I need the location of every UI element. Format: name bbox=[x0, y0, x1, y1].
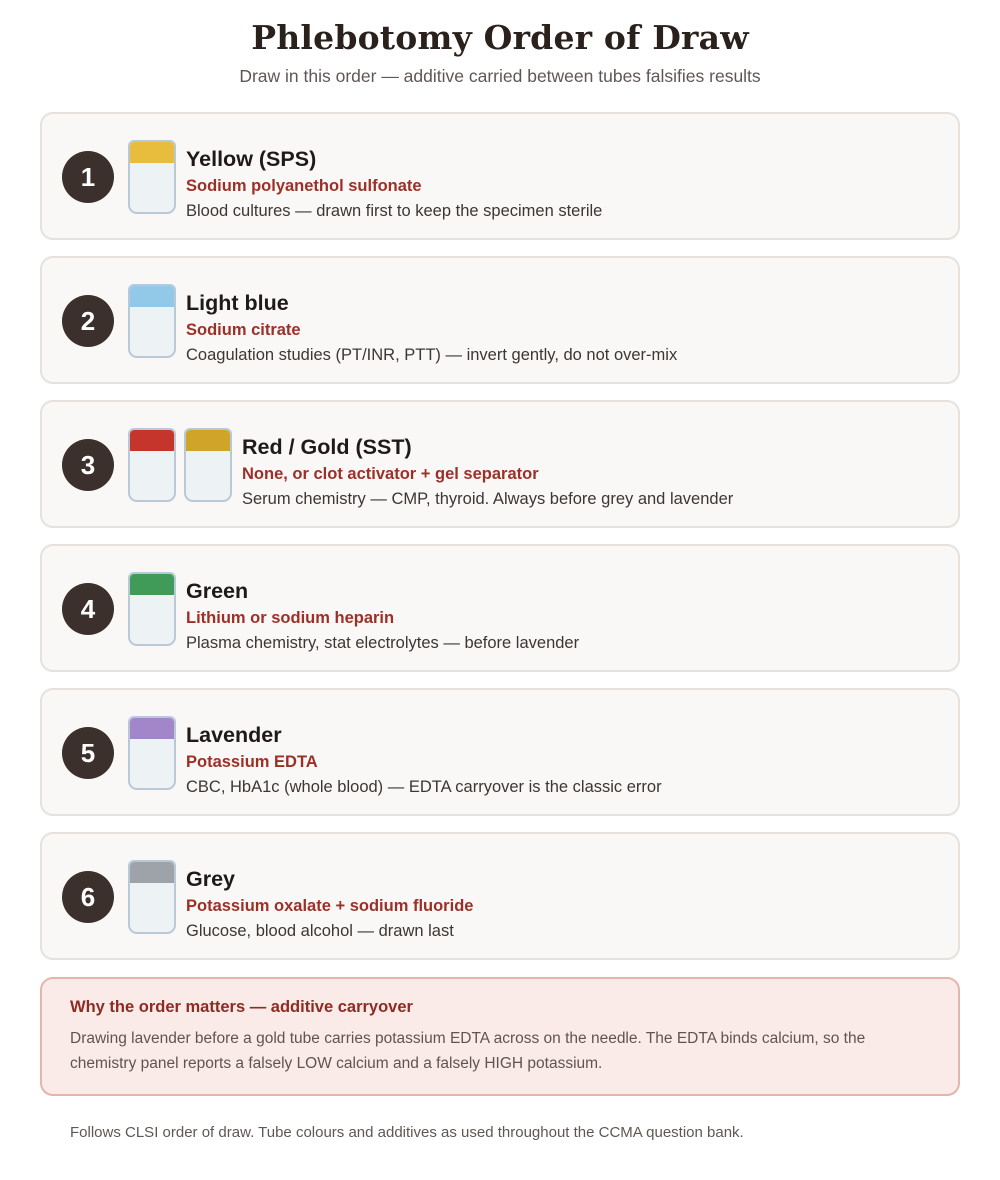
warning-title: Why the order matters — additive carryover bbox=[70, 998, 413, 1016]
step-details bbox=[242, 434, 733, 510]
blood-tube-icon bbox=[184, 428, 232, 502]
carryover-warning-box bbox=[40, 977, 960, 1096]
step-details bbox=[186, 866, 473, 942]
blood-tube-icon bbox=[128, 572, 176, 646]
step-details bbox=[186, 578, 579, 654]
order-of-draw-list bbox=[40, 112, 960, 976]
draw-step-card bbox=[40, 544, 960, 672]
tube-name: Yellow (SPS) bbox=[186, 147, 317, 171]
tube-group bbox=[128, 716, 176, 790]
tube-use: Glucose, blood alcohol — drawn last bbox=[186, 922, 454, 940]
step-details bbox=[186, 146, 602, 222]
step-number-badge: 6 bbox=[62, 871, 114, 923]
tube-cap bbox=[130, 286, 174, 307]
tube-cap bbox=[130, 718, 174, 739]
draw-step-card bbox=[40, 400, 960, 528]
blood-tube-icon bbox=[128, 716, 176, 790]
step-number-badge: 5 bbox=[62, 727, 114, 779]
blood-tube-icon bbox=[128, 284, 176, 358]
draw-step-card bbox=[40, 832, 960, 960]
tube-cap bbox=[130, 862, 174, 883]
step-number-badge: 2 bbox=[62, 295, 114, 347]
page-title: Phlebotomy Order of Draw bbox=[251, 18, 749, 57]
tube-cap bbox=[186, 430, 230, 451]
tube-group bbox=[128, 284, 176, 358]
tube-use: Coagulation studies (PT/INR, PTT) — invert gently, do not over-mix bbox=[186, 346, 678, 364]
draw-step-card bbox=[40, 112, 960, 240]
tube-additive: Sodium polyanethol sulfonate bbox=[186, 177, 422, 195]
tube-group bbox=[128, 860, 176, 934]
tube-name: Green bbox=[186, 579, 249, 603]
tube-cap bbox=[130, 430, 174, 451]
tube-name: Grey bbox=[186, 867, 236, 891]
tube-use: CBC, HbA1c (whole blood) — EDTA carryover is the classic error bbox=[186, 778, 662, 796]
tube-additive: Lithium or sodium heparin bbox=[186, 609, 395, 627]
step-number-badge: 3 bbox=[62, 439, 114, 491]
tube-group bbox=[128, 572, 176, 646]
step-number-badge: 4 bbox=[62, 583, 114, 635]
tube-additive: Potassium EDTA bbox=[186, 753, 318, 771]
page-subtitle: Draw in this order — additive carried between tubes falsifies results bbox=[239, 66, 761, 86]
tube-use: Blood cultures — drawn first to keep the specimen sterile bbox=[186, 202, 603, 220]
tube-group bbox=[128, 428, 232, 502]
tube-additive: Potassium oxalate + sodium fluoride bbox=[186, 897, 474, 915]
tube-additive: Sodium citrate bbox=[186, 321, 301, 339]
tube-use: Plasma chemistry, stat electrolytes — before lavender bbox=[186, 634, 580, 652]
blood-tube-icon bbox=[128, 860, 176, 934]
tube-use: Serum chemistry — CMP, thyroid. Always before grey and lavender bbox=[242, 490, 734, 508]
tube-name: Red / Gold (SST) bbox=[242, 435, 412, 459]
tube-additive: None, or clot activator + gel separator bbox=[242, 465, 539, 483]
draw-step-card bbox=[40, 688, 960, 816]
warning-body: Drawing lavender before a gold tube carries potassium EDTA across on the needle. The EDTA binds calcium, so the chemistry panel reports a falsely LOW calcium and a falsely HIGH potassium. bbox=[70, 1030, 866, 1072]
footnote: Follows CLSI order of draw. Tube colours and additives as used throughout the CCMA question bank. bbox=[70, 1124, 744, 1141]
tube-name: Light blue bbox=[186, 291, 289, 315]
step-details bbox=[186, 722, 662, 798]
draw-step-card bbox=[40, 256, 960, 384]
tube-group bbox=[128, 140, 176, 214]
tube-cap bbox=[130, 142, 174, 163]
blood-tube-icon bbox=[128, 140, 176, 214]
step-number-badge: 1 bbox=[62, 151, 114, 203]
blood-tube-icon bbox=[128, 428, 176, 502]
tube-cap bbox=[130, 574, 174, 595]
step-details bbox=[186, 290, 677, 366]
tube-name: Lavender bbox=[186, 723, 282, 747]
